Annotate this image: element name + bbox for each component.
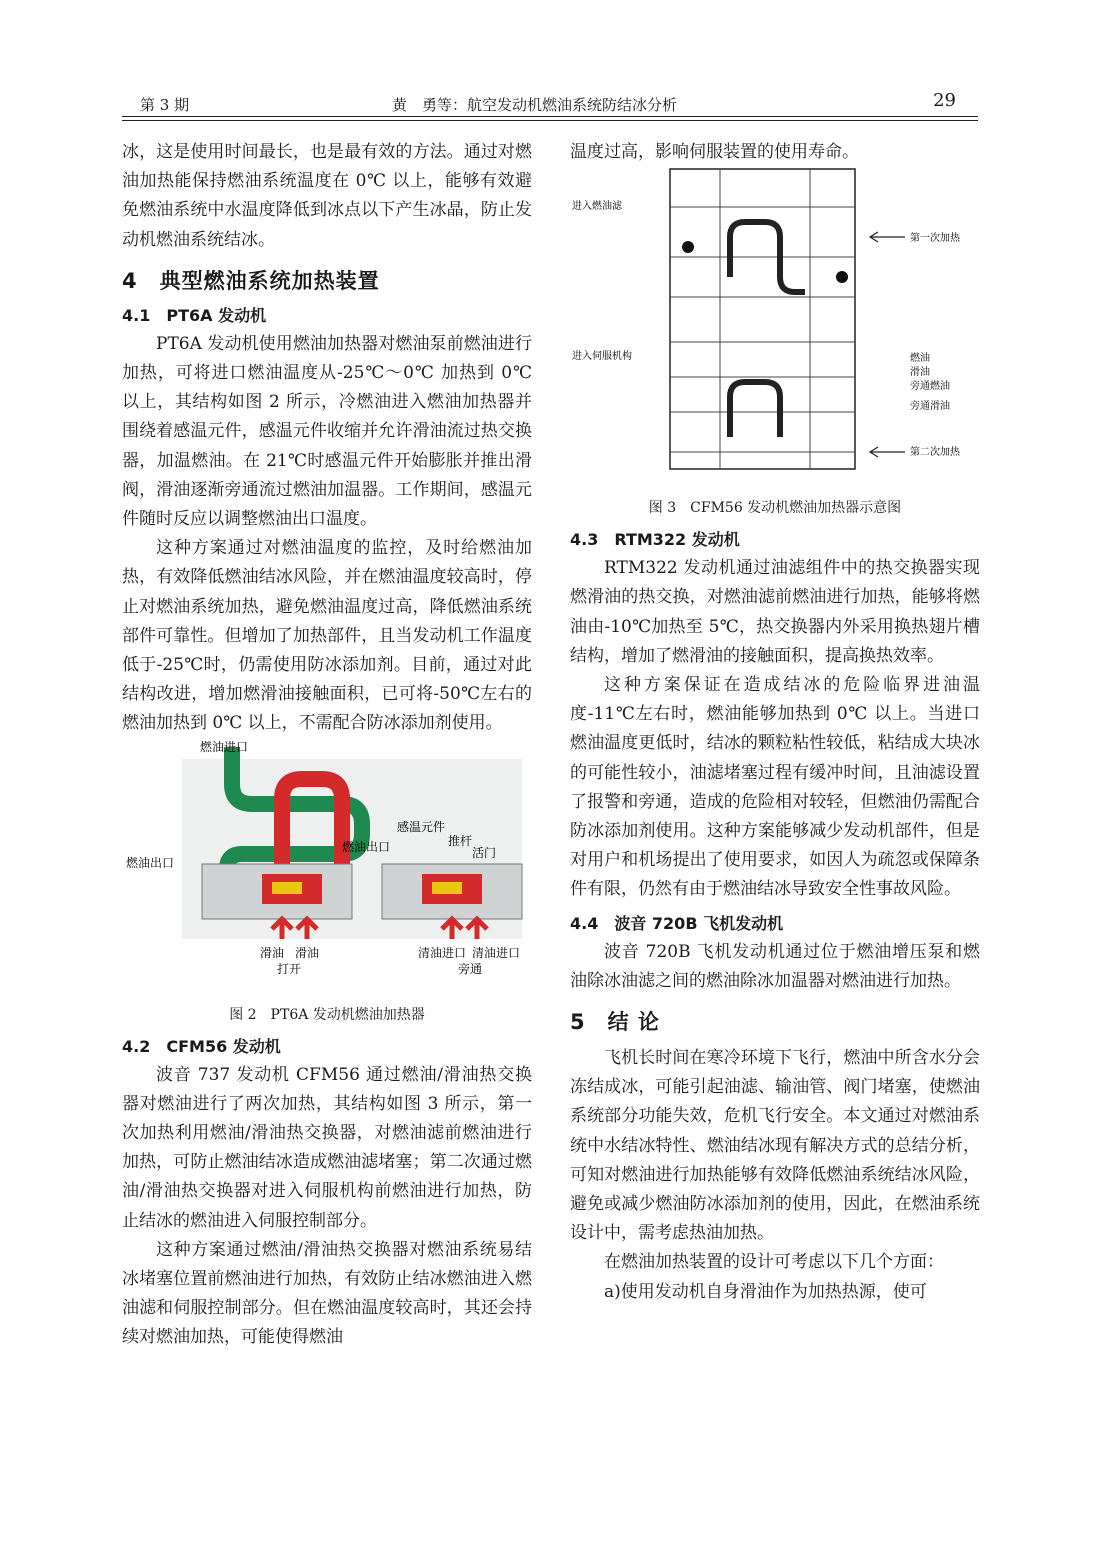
label-inlet: 燃油进口	[200, 739, 249, 754]
legend-bypass-fuel: 旁通燃油	[910, 381, 950, 393]
paragraph: 这种方案保证在造成结冰的危险临界进油温度-11℃左右时，燃油能够加热到 0℃ 以上。当进口燃油温度更低时，结冰的颗粒粘性较低，粘结成大块冰的可能性较小，油滤堵塞过程有缓冲时间，且油滤设置了报警和旁通，造成的危险相对较轻，但燃油仍需配合防冰添加剂使用。这种方案能够减少发动机部件，但是对用户和机场提出了使用要求，如因人为疏忽或保障条件有限，仍然有由于燃油结冰导致安全性事故风险。	[570, 675, 980, 900]
label-oil: 滑油	[260, 945, 285, 960]
legend-fuel: 燃油	[910, 353, 930, 365]
label-first-heat: 第一次加热	[910, 233, 960, 245]
valve-dot	[682, 241, 694, 253]
right-column	[570, 138, 980, 1307]
page-header	[122, 92, 978, 120]
legend-oil: 滑油	[910, 367, 930, 379]
running-title: 黄 勇等：航空发动机燃油系统防结冰分析	[392, 96, 678, 114]
pt6a-heater-diagram	[122, 739, 532, 994]
diagram-frame	[670, 169, 855, 469]
paragraph: 波音 737 发动机 CFM56 通过燃油/滑油热交换器对燃油进行了两次加热，其结构如图 3 所示，第一次加热利用燃油/滑油热交换器，对燃油滤前燃油进行加热，可防止燃油结冰造成燃油滤堵塞；第二次通过燃油/滑油热交换器对进入伺服机构前燃油进行加热，防止结冰的燃油进入伺服控制部分。	[122, 1064, 532, 1231]
figure-2	[122, 739, 532, 1024]
label-clean-inlet-2: 清油进口	[472, 945, 521, 960]
label-into-filter: 进入燃油滤	[572, 201, 622, 213]
figure-caption: 图 2 PT6A 发动机燃油加热器	[229, 1006, 425, 1023]
label-into-servo: 进入伺服机构	[572, 351, 632, 363]
paragraph: a)使用发动机自身滑油作为加热热源，使可	[604, 1281, 927, 1302]
subsection-heading: 4.2 CFM56 发动机	[122, 1036, 281, 1056]
section-heading: 4 典型燃油系统加热装置	[122, 268, 380, 293]
paragraph: 波音 720B 飞机发动机通过位于燃油增压泵和燃油除冰油滤之间的燃油除冰加温器对燃油进行加热。	[570, 941, 980, 991]
issue-label: 第 3 期	[140, 96, 190, 114]
paragraph: 飞机长时间在寒冷环境下飞行，燃油中所含水分会冻结成冰，可能引起油滤、输油管、阀门堵塞，使燃油系统部分功能失效，危机飞行安全。本文通过对燃油系统中水结冰特性、燃油结冰现有解决方式的总结分析，可知对燃油进行加热能够有效降低燃油系统结冰风险，避免或减少燃油防冰添加剂的使用，因此，在燃油系统设计中，需考虑热油加热。	[570, 1048, 980, 1244]
arrow-second	[870, 447, 905, 457]
label-bypass: 旁通	[458, 961, 483, 976]
subsection-heading: 4.4 波音 720B 飞机发动机	[570, 913, 784, 933]
paragraph: 在燃油加热装置的设计可考虑以下几个方面：	[604, 1252, 944, 1273]
valve-dot-2	[836, 271, 848, 283]
paragraph: 温度过高，影响伺服装置的使用寿命。	[570, 142, 859, 162]
paragraph: 这种方案通过对燃油温度的监控，及时给燃油加热，有效降低燃油结冰风险，并在燃油温度较高时，停止对燃油系统加热，避免燃油温度过高，降低燃油系统部件可靠性。但增加了加热部件，且当发动机工作温度低于-25℃时，仍需使用防冰添加剂。目前，通过对此结构改进，增加燃滑油接触面积，已可将-50℃左右的燃油加热到 0℃ 以上，不需配合防冰添加剂使用。	[122, 538, 532, 734]
element-yellow	[272, 882, 302, 894]
subsection-heading: 4.3 RTM322 发动机	[570, 530, 740, 550]
label-second-heat: 第二次加热	[910, 447, 960, 459]
element-yellow-2	[432, 882, 462, 894]
paragraph: 这种方案通过燃油/滑油热交换器对燃油系统易结冰堵塞位置前燃油进行加热，有效防止结冰燃油进入燃油滤和伺服控制部分。但在燃油温度较高时，其还会持续对燃油加热，可能使得燃油	[122, 1239, 532, 1348]
page-number: 29	[933, 90, 956, 111]
label-valve: 活门	[472, 845, 497, 860]
header-rule-thin	[122, 120, 978, 121]
paragraph: PT6A 发动机使用燃油加热器对燃油泵前燃油进行加热，可将进口燃油温度从-25℃～0℃ 加热到 0℃ 以上，其结构如图 2 所示，冷燃油进入燃油加热器并围绕着感温元件，感温元件收缩并允许滑油流过热交换器，加温燃油。在 21℃时感温元件开始膨胀并推出滑阀，滑油逐渐旁通流过燃油加温器。工作期间，感温元件随时反应以调整燃油出口温度。	[122, 333, 532, 530]
section-heading: 5 结 论	[570, 1010, 660, 1035]
figure-caption: 图 3 CFM56 发动机燃油加热器示意图	[648, 500, 902, 517]
label-open: 打开	[277, 961, 302, 976]
figure-3	[570, 167, 980, 517]
header-rule	[122, 116, 978, 117]
arrow-first	[870, 232, 905, 242]
paragraph: 冰，这是使用时间最长，也是最有效的方法。通过对燃油加热能保持燃油系统温度在 0℃ 以上，能够有效避免燃油系统中水温度降低到冰点以下产生冰晶，防止发动机燃油系统结冰。	[122, 142, 532, 250]
cfm56-heater-diagram	[570, 167, 980, 487]
label-outlet: 燃油出口	[126, 855, 175, 870]
left-column	[122, 138, 532, 1353]
label-clean-inlet: 清油进口	[418, 945, 467, 960]
label-outlet-2: 燃油出口	[342, 839, 391, 854]
paragraph: RTM322 发动机通过油滤组件中的热交换器实现燃滑油的热交换，对燃油滤前燃油进行加热，能够将燃油由-10℃加热至 5℃，热交换器内外采用换热翅片槽结构，增加了燃滑油的接触面积，提高换热效率。	[570, 558, 980, 666]
label-element: 感温元件	[397, 819, 446, 834]
subsection-heading: 4.1 PT6A 发动机	[122, 305, 267, 325]
legend-bypass-oil: 旁通滑油	[910, 401, 950, 413]
label-rod: 推杆	[448, 833, 473, 848]
label-oil-2: 滑油	[295, 945, 320, 960]
